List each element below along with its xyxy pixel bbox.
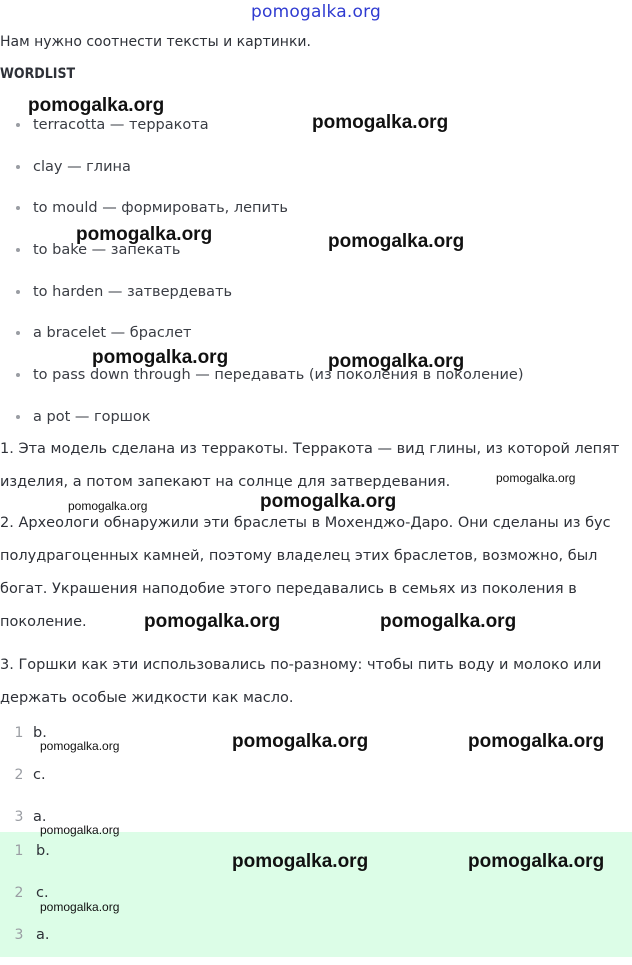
bullet-icon (16, 165, 20, 169)
wordlist-item-text: clay — глина (33, 158, 131, 175)
list-item (0, 150, 523, 192)
wordlist-item-text: to pass down through — передавать (из поколения в поколение) (33, 367, 524, 384)
answer-number: 3 (14, 809, 24, 825)
answer-number: 1 (14, 725, 24, 741)
watermark: pomogalka.org (380, 611, 517, 632)
answer-number: 3 (14, 927, 24, 943)
watermark: pomogalka.org (496, 471, 576, 485)
watermark: pomogalka.org (260, 491, 397, 512)
paragraph-line: богат. Украшения наподобие этого передавались в семьях из поколения в (0, 581, 577, 597)
answer-row (0, 923, 632, 965)
wordlist (0, 108, 523, 442)
watermark: pomogalka.org (40, 900, 120, 914)
watermark: pomogalka.org (312, 112, 449, 133)
intro-text: Нам нужно соотнести тексты и картинки. (0, 34, 311, 50)
wordlist-item-text: a bracelet — браслет (33, 325, 192, 342)
paragraph-line: поколение. (0, 614, 87, 630)
list-item (0, 275, 523, 317)
paragraph-line: 3. Горшки как эти использовались по-разному: чтобы пить воду и молоко или (0, 657, 602, 673)
bullet-icon (16, 123, 20, 127)
paragraph-3 (0, 649, 632, 715)
paragraph-2 (0, 507, 632, 639)
watermark: pomogalka.org (468, 731, 605, 752)
watermark: pomogalka.org (328, 351, 465, 372)
watermark: pomogalka.org (76, 224, 213, 245)
answer-number: 1 (14, 843, 24, 859)
paragraph-1 (0, 433, 632, 499)
wordlist-item-text: to harden — затвердевать (33, 283, 233, 300)
answer-number: 2 (14, 885, 24, 901)
answer-value: a. (36, 927, 50, 943)
watermark: pomogalka.org (468, 851, 605, 872)
wordlist-item-text: a pot — горшок (33, 408, 151, 425)
answer-value: b. (36, 843, 50, 859)
watermark: pomogalka.org (68, 499, 148, 513)
watermark: pomogalka.org (232, 731, 369, 752)
bullet-icon (16, 373, 20, 377)
answer-number: 2 (14, 767, 24, 783)
bullet-icon (16, 415, 20, 419)
bullet-icon (16, 248, 20, 252)
watermark: pomogalka.org (40, 823, 120, 837)
paragraph-line: держать особые жидкости как масло. (0, 690, 294, 706)
watermark: pomogalka.org (40, 739, 120, 753)
watermark: pomogalka.org (232, 851, 369, 872)
wordlist-item-text: to bake — запекать (33, 242, 181, 259)
wordlist-title: WORDLIST (0, 66, 76, 82)
bullet-icon (16, 331, 20, 335)
answer-value: b. (33, 725, 47, 741)
watermark: pomogalka.org (28, 95, 165, 116)
watermark: pomogalka.org (92, 347, 229, 368)
answer-value: c. (36, 885, 49, 901)
watermark: pomogalka.org (144, 611, 281, 632)
bullet-icon (16, 290, 20, 294)
bullet-icon (16, 206, 20, 210)
paragraph-line: полудрагоценных камней, поэтому владелец этих браслетов, возможно, был (0, 548, 598, 564)
paragraph-line: 2. Археологи обнаружили эти браслеты в Мохенджо-Даро. Они сделаны из бус (0, 515, 611, 531)
wordlist-item-text: to mould — формировать, лепить (33, 200, 288, 217)
paragraph-line: изделия, а потом запекают на солнце для затвердевания. (0, 474, 451, 490)
paragraph-line: 1. Эта модель сделана из терракоты. Терракота — вид глины, из которой лепят (0, 441, 620, 457)
answer-row (0, 763, 632, 805)
answer-value: a. (33, 809, 47, 825)
answer-value: c. (33, 767, 46, 783)
site-header-link[interactable]: pomogalka.org (251, 2, 381, 22)
watermark: pomogalka.org (328, 231, 465, 252)
wordlist-item-text: terracotta — терракота (33, 117, 209, 133)
